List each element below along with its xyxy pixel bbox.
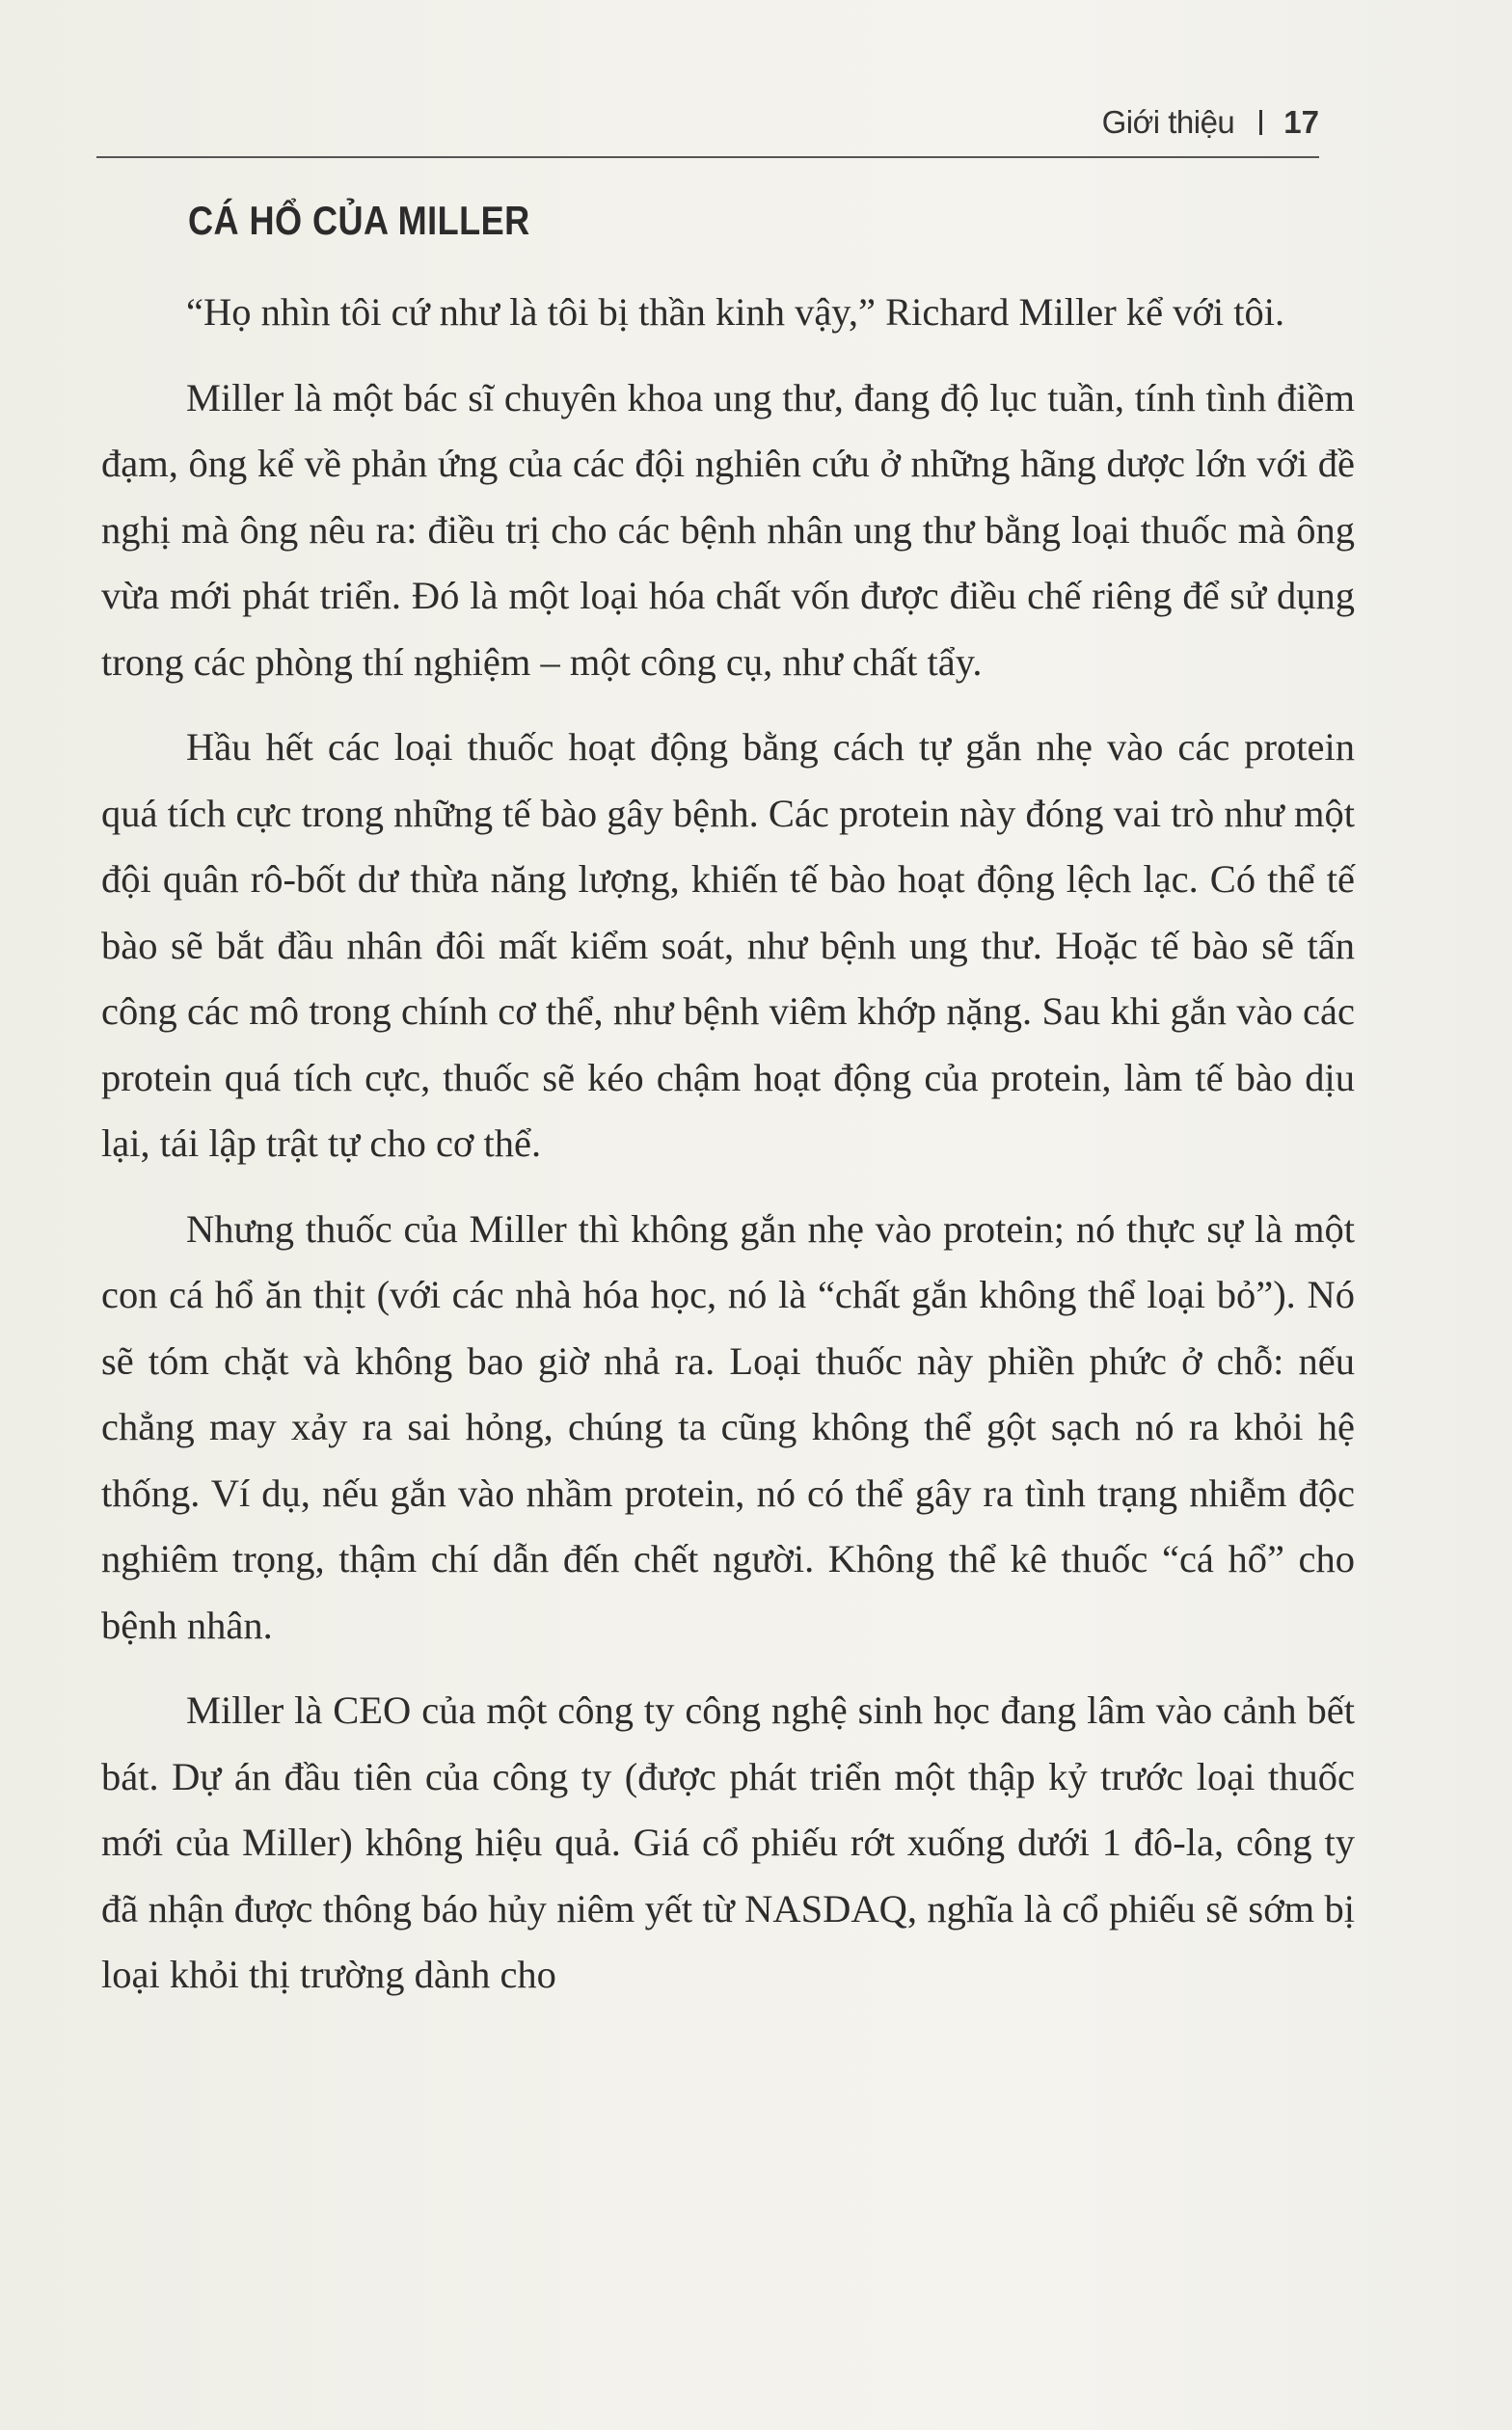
paragraph: Miller là CEO của một công ty công nghệ sinh học đang lâm vào cảnh bết bát. Dự án đầu tiên của công ty (được phát triển một thập kỷ trước loại thuốc mới của Miller) không hiệu quả. Giá cổ phiếu rớt xuống dưới 1 đô-la, công ty đã nhận được thông báo hủy niêm yết từ NASDAQ, nghĩa là cổ phiếu sẽ sớm bị loại khỏi thị trường dành cho [101, 1688, 1355, 1996]
body-text [101, 280, 1355, 2028]
running-header [1102, 104, 1319, 141]
paragraph: Miller là một bác sĩ chuyên khoa ung thư, đang độ lục tuần, tính tình điềm đạm, ông kể về phản ứng của các đội nghiên cứu ở những hãng dược lớn với đề nghị mà ông nêu ra: điều trị cho các bệnh nhân ung thư bằng loại thuốc mà ông vừa mới phát triển. Đó là một loại hóa chất vốn được điều chế riêng để sử dụng trong các phòng thí nghiệm – một công cụ, như chất tẩy. [101, 375, 1355, 684]
header-separator [1259, 110, 1262, 135]
paragraph: Nhưng thuốc của Miller thì không gắn nhẹ vào protein; nó thực sự là một con cá hổ ăn thịt (với các nhà hóa học, nó là “chất gắn không thể loại bỏ”). Nó sẽ tóm chặt và không bao giờ nhả ra. Loại thuốc này phiền phức ở chỗ: nếu chẳng may xảy ra sai hỏng, chúng ta cũng không thể gột sạch nó ra khỏi hệ thống. Ví dụ, nếu gắn vào nhầm protein, nó có thể gây ra tình trạng nhiễm độc nghiêm trọng, thậm chí dẫn đến chết người. Không thể kê thuốc “cá hổ” cho bệnh nhân. [101, 1206, 1355, 1647]
section-title: Giới thiệu [1101, 104, 1235, 140]
header-rule [96, 156, 1319, 158]
page-number: 17 [1283, 104, 1319, 140]
chapter-heading: CÁ HỔ CỦA MILLER [188, 198, 530, 243]
paragraph: Hầu hết các loại thuốc hoạt động bằng cách tự gắn nhẹ vào các protein quá tích cực trong những tế bào gây bệnh. Các protein này đóng vai trò như một đội quân rô-bốt dư thừa năng lượng, khiến tế bào hoạt động lệch lạc. Có thể tế bào sẽ bắt đầu nhân đôi mất kiểm soát, như bệnh ung thư. Hoặc tế bào sẽ tấn công các mô trong chính cơ thể, như bệnh viêm khớp nặng. Sau khi gắn vào các protein quá tích cực, thuốc sẽ kéo chậm hoạt động của protein, làm tế bào dịu lại, tái lập trật tự cho cơ thể. [101, 725, 1355, 1165]
paragraph: “Họ nhìn tôi cứ như là tôi bị thần kinh vậy,” Richard Miller kể với tôi. [186, 290, 1285, 334]
